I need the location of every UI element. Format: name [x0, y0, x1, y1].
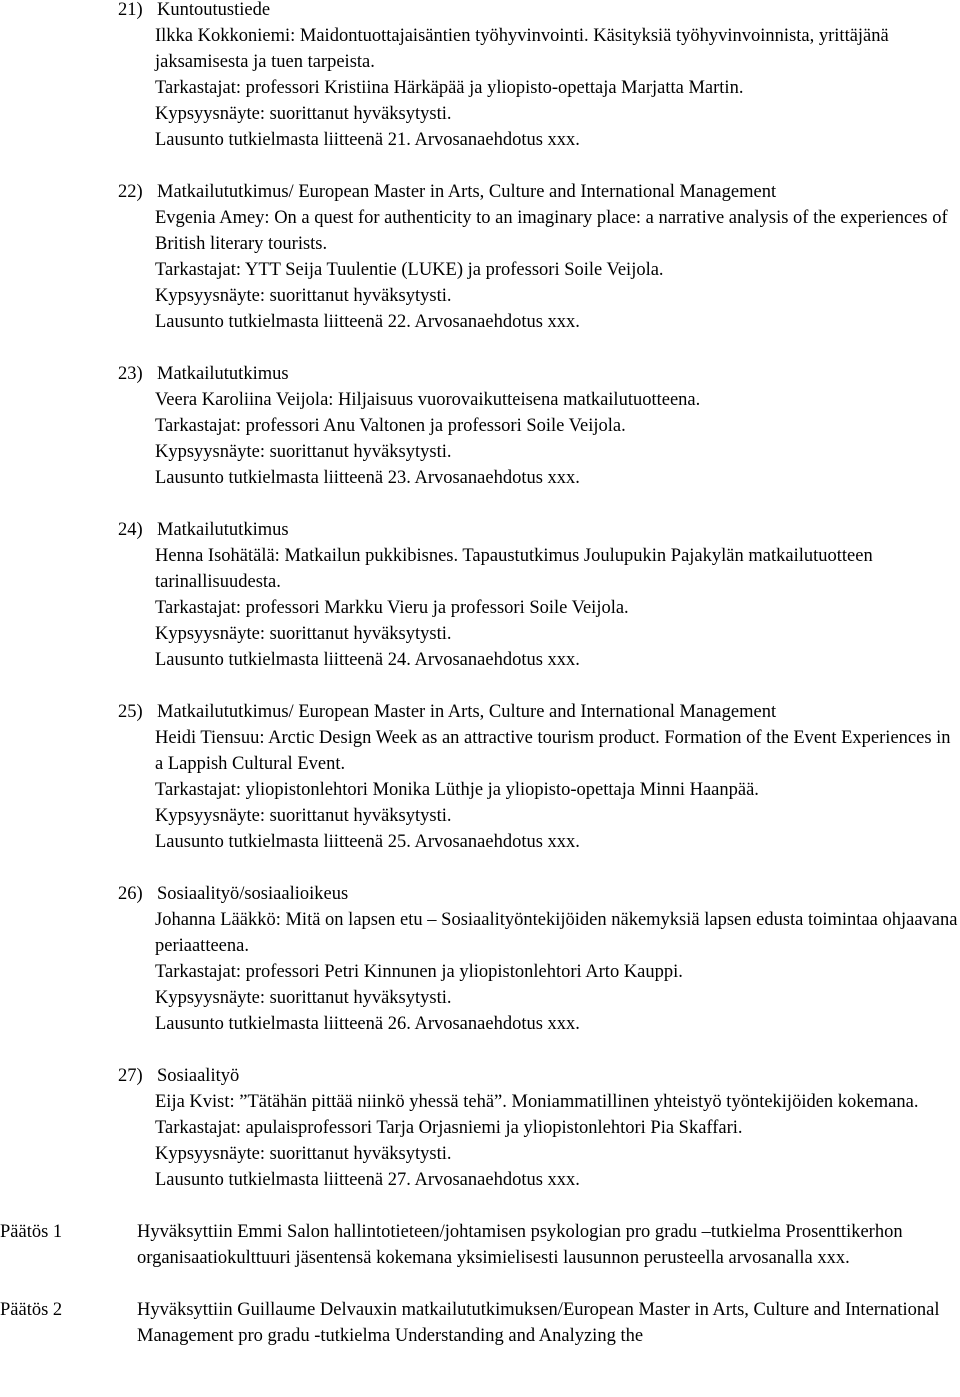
- maturity-test: Kypsyysnäyte: suorittanut hyväksytysti.: [155, 442, 452, 462]
- statement: Lausunto tutkielmasta liitteenä 23. Arvosanaehdotus xxx.: [155, 468, 580, 488]
- entry-number: 23): [118, 364, 143, 384]
- decision-label: Päätös 1: [0, 1222, 63, 1242]
- thesis-title: Evgenia Amey: On a quest for authenticity to an imaginary place: a narrative analysis of the experiences of British literary tourists.: [155, 208, 948, 254]
- entry-subject: Matkailututkimus/ European Master in Arts, Culture and International Management: [157, 702, 777, 722]
- statement: Lausunto tutkielmasta liitteenä 25. Arvosanaehdotus xxx.: [155, 832, 580, 852]
- entry-subject: Sosiaalityö/sosiaalioikeus: [157, 884, 349, 904]
- entry-subject: Matkailututkimus: [157, 520, 289, 540]
- maturity-test: Kypsyysnäyte: suorittanut hyväksytysti.: [155, 988, 452, 1008]
- thesis-entry-27: [118, 1063, 960, 1193]
- thesis-title: Johanna Lääkkö: Mitä on lapsen etu – Sosiaalityöntekijöiden näkemyksiä lapsen edusta toimintaa ohjaavana periaatteena.: [155, 910, 958, 956]
- maturity-test: Kypsyysnäyte: suorittanut hyväksytysti.: [155, 286, 452, 306]
- entry-number: 27): [118, 1066, 143, 1086]
- statement: Lausunto tutkielmasta liitteenä 27. Arvosanaehdotus xxx.: [155, 1170, 580, 1190]
- maturity-test: Kypsyysnäyte: suorittanut hyväksytysti.: [155, 1144, 452, 1164]
- maturity-test: Kypsyysnäyte: suorittanut hyväksytysti.: [155, 104, 452, 124]
- decision-label: Päätös 2: [0, 1300, 63, 1320]
- decision-text: Hyväksyttiin Guillaume Delvauxin matkailututkimuksen/European Master in Arts, Culture and International Management pro gradu -tutkielma Understanding and Analyzing the: [137, 1300, 940, 1346]
- thesis-entry-22: [118, 179, 960, 335]
- entry-number: 22): [118, 182, 143, 202]
- examiners: Tarkastajat: professori Anu Valtonen ja professori Soile Veijola.: [155, 416, 626, 436]
- decision-1: [0, 1219, 960, 1271]
- statement: Lausunto tutkielmasta liitteenä 22. Arvosanaehdotus xxx.: [155, 312, 580, 332]
- decision-text: Hyväksyttiin Emmi Salon hallintotieteen/johtamisen psykologian pro gradu –tutkielma Prosenttikerhon organisaatiokulttuuri jäsentensä kokemana yksimielisesti lausunnon perusteella arvosanalla xxx.: [137, 1222, 903, 1268]
- statement: Lausunto tutkielmasta liitteenä 26. Arvosanaehdotus xxx.: [155, 1014, 580, 1034]
- entry-number: 24): [118, 520, 143, 540]
- examiners: Tarkastajat: YTT Seija Tuulentie (LUKE) ja professori Soile Veijola.: [155, 260, 664, 280]
- entry-number: 26): [118, 884, 143, 904]
- thesis-title: Veera Karoliina Veijola: Hiljaisuus vuorovaikutteisena matkailutuotteena.: [155, 390, 701, 410]
- decision-2: [0, 1297, 960, 1349]
- entry-number: 21): [118, 0, 143, 20]
- thesis-title: Heidi Tiensuu: Arctic Design Week as an attractive tourism product. Formation of the Event Experiences in a Lappish Cultural Event.: [155, 728, 951, 774]
- entry-subject: Matkailututkimus: [157, 364, 289, 384]
- thesis-entry-26: [118, 881, 960, 1037]
- entry-subject: Sosiaalityö: [157, 1066, 240, 1086]
- thesis-entry-21: [118, 0, 960, 153]
- entry-subject: Matkailututkimus/ European Master in Arts, Culture and International Management: [157, 182, 777, 202]
- thesis-title: Ilkka Kokkoniemi: Maidontuottajaisäntien työhyvinvointi. Käsityksiä työhyvinvoinnista, yrittäjänä jaksamisesta ja tuen tarpeista.: [155, 26, 889, 72]
- thesis-entry-25: [118, 699, 960, 855]
- examiners: Tarkastajat: apulaisprofessori Tarja Orjasniemi ja yliopistonlehtori Pia Skaffari.: [155, 1118, 743, 1138]
- maturity-test: Kypsyysnäyte: suorittanut hyväksytysti.: [155, 806, 452, 826]
- thesis-entry-24: [118, 517, 960, 673]
- thesis-entry-23: [118, 361, 960, 491]
- examiners: Tarkastajat: professori Petri Kinnunen ja yliopistonlehtori Arto Kauppi.: [155, 962, 683, 982]
- thesis-title: Eija Kvist: ”Tätähän pittää niinkö yhessä tehä”. Moniammatillinen yhteistyö työntekijöiden kokemana.: [155, 1092, 919, 1112]
- thesis-title: Henna Isohätälä: Matkailun pukkibisnes. Tapaustutkimus Joulupukin Pajakylän matkailutuotteen tarinallisuudesta.: [155, 546, 873, 592]
- entry-subject: Kuntoutustiede: [157, 0, 271, 20]
- statement: Lausunto tutkielmasta liitteenä 21. Arvosanaehdotus xxx.: [155, 130, 580, 150]
- entry-number: 25): [118, 702, 143, 722]
- examiners: Tarkastajat: yliopistonlehtori Monika Lüthje ja yliopisto-opettaja Minni Haanpää.: [155, 780, 759, 800]
- statement: Lausunto tutkielmasta liitteenä 24. Arvosanaehdotus xxx.: [155, 650, 580, 670]
- examiners: Tarkastajat: professori Kristiina Härkäpää ja yliopisto-opettaja Marjatta Martin.: [155, 78, 744, 98]
- examiners: Tarkastajat: professori Markku Vieru ja professori Soile Veijola.: [155, 598, 629, 618]
- maturity-test: Kypsyysnäyte: suorittanut hyväksytysti.: [155, 624, 452, 644]
